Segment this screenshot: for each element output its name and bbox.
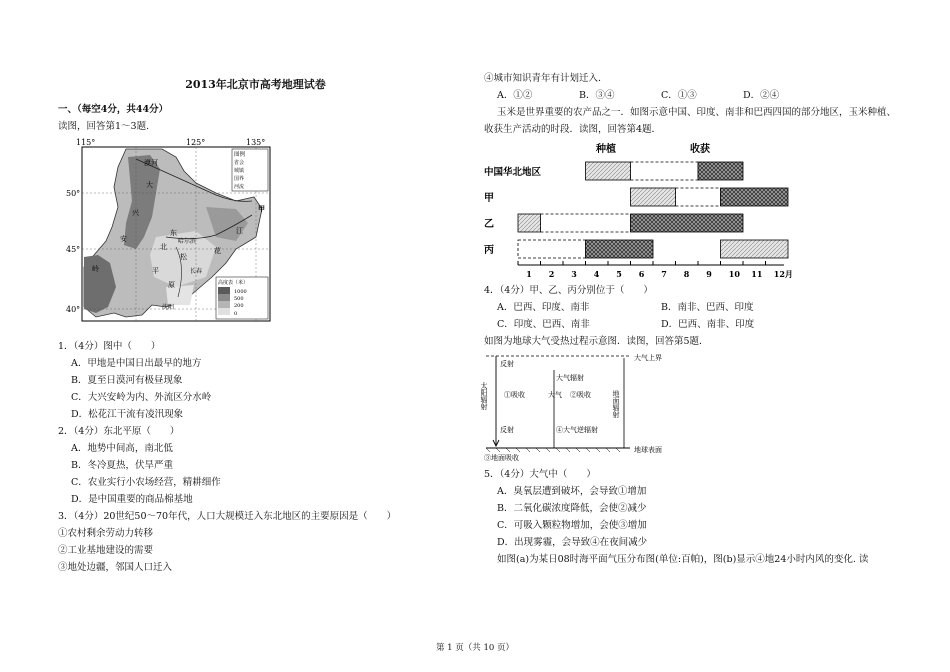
gantt-harvest-bar — [631, 214, 744, 232]
q1-option: A．甲地是中国日出最早的地方 — [71, 358, 202, 369]
gantt-month-label: 8 — [683, 269, 690, 279]
q2-option: C．农业实行小农场经营，精耕细作 — [71, 477, 221, 488]
q2-stem: 2．（4分）东北平原（ ） — [58, 426, 180, 437]
q4-option: D．巴西、南非、印度 — [661, 319, 755, 330]
q3-item: ④城市知识青年有计划迁入. — [484, 73, 602, 84]
gantt-month-label: 6 — [638, 269, 645, 279]
legend-harvest: 收获 — [690, 144, 710, 155]
legend-title: 图例 — [234, 152, 246, 158]
place-char: 大 — [146, 181, 153, 189]
q1-option: B．夏至日漠河有极昼现象 — [71, 375, 183, 386]
corn-intro: 玉米是世界重要的农产品之一．如图示意中国、印度、南非和巴西四国的部分地区，玉米种植、收获生产活动的时段．读图，回答第4题． — [484, 107, 897, 135]
lon-label: 125° — [186, 138, 206, 147]
place-harbin: 哈尔滨 — [178, 238, 197, 245]
q3-option: C．①③ — [661, 90, 697, 101]
elev-title: 高度表（米） — [218, 280, 249, 286]
back-radiation: ④大气逆辐射 — [556, 426, 598, 434]
gantt-row-label: 丙 — [484, 245, 494, 256]
gantt-month-label: 9 — [706, 269, 712, 279]
gantt-svg — [484, 140, 794, 280]
ground-absorb: ③地面吸收 — [484, 454, 519, 462]
doc-title: 2013年北京市高考地理试卷 — [185, 78, 326, 91]
q3-option: D．②④ — [743, 90, 780, 101]
gantt-growing-bar — [676, 188, 721, 206]
gantt-row-label: 中国华北地区 — [484, 167, 542, 178]
place-char: 岭 — [92, 265, 99, 273]
gantt-harvest-bar — [698, 162, 743, 180]
place-char: 花 — [214, 247, 221, 255]
elev-level: 200 — [234, 303, 244, 309]
q2-option: A．地势中间高，南北低 — [71, 443, 173, 454]
place-char: 原 — [168, 281, 175, 289]
gantt-sow-bar — [631, 188, 676, 206]
atm-radiation: 大气辐射 — [556, 374, 584, 382]
map-svg — [66, 137, 276, 332]
ground-rad-label: 地面辐射 — [612, 390, 620, 418]
intro-1-3: 读图，回答第1～3题. — [58, 121, 150, 132]
top-label: 大气上界 — [634, 354, 662, 362]
gantt-month-label: 12月 — [773, 269, 793, 279]
absorb-2: ②吸收 — [570, 391, 591, 399]
q4-option: A．巴西、印度、南非 — [497, 302, 590, 313]
section-heading: 一、（每空4分，共44分） — [58, 104, 169, 115]
q3-option: A．①② — [497, 90, 533, 101]
place-char: 东 — [170, 229, 177, 237]
gantt-month-label: 5 — [616, 269, 622, 279]
gantt-month-label: 1 — [526, 269, 532, 279]
q3-item: ③地处边疆，邻国人口迁入 — [58, 562, 173, 573]
lat-label: 40° — [66, 305, 81, 314]
q3-stem: 3．（4分）20世纪50～70年代，人口大规模迁入东北地区的主要原因是（ ） — [58, 511, 397, 522]
q5-option: A．臭氧层遭到破坏，会导致①增加 — [497, 486, 647, 497]
q5-option: B．二氧化碳浓度降低，会使②减少 — [497, 503, 647, 514]
place-char: 北 — [160, 243, 167, 251]
reflect-label-1: 反射 — [500, 360, 514, 368]
legend-item: 省会 — [234, 160, 245, 166]
heating-svg — [480, 352, 714, 462]
q2-option: B．冬冷夏热，伏旱严重 — [71, 460, 173, 471]
q4-stem: 4．（4分）甲、乙、丙分别位于（ ） — [484, 285, 653, 296]
q4-option: B．南非、巴西、印度 — [661, 302, 754, 313]
elev-level: 1000 — [234, 289, 247, 295]
gantt-month-label: 4 — [593, 269, 600, 279]
lat-label: 45° — [66, 245, 81, 254]
legend-item: 国界 — [234, 176, 245, 182]
q4-options-row1 — [484, 299, 899, 316]
gantt-row-label: 甲 — [484, 193, 494, 204]
gantt-month-label: 10 — [728, 269, 740, 279]
place-jia: 甲 — [258, 204, 265, 213]
gantt-sow-bar — [518, 214, 541, 232]
gantt-month-label: 7 — [661, 269, 667, 279]
left-column — [58, 76, 453, 576]
q3-item: ②工业基地建设的需要 — [58, 545, 154, 556]
lon-label: 135° — [246, 138, 266, 147]
bottom-label: 地球表面 — [634, 446, 662, 454]
gantt-harvest-bar — [586, 240, 654, 258]
gantt-growing-bar — [541, 214, 631, 232]
heating-diagram — [480, 352, 714, 462]
gantt-month-label: 3 — [571, 269, 577, 279]
page-footer: 第 1 页（共 10 页） — [435, 643, 515, 653]
gantt-growing-bar — [631, 162, 699, 180]
q1-stem: 1．（4分）图中（ ） — [58, 341, 161, 352]
solar-label: 太阳辐射 — [480, 382, 488, 410]
q3-option: B．③④ — [579, 90, 615, 101]
legend-item: 河流 — [234, 184, 245, 190]
q5-stem: 5．（4分）大气中（ ） — [484, 469, 596, 480]
elev-level: 500 — [234, 296, 244, 302]
place-char: 江 — [236, 227, 243, 235]
q5-option: D．出现雾霾，会导致④在夜间减少 — [497, 537, 648, 548]
next-intro: 如图(a)为某日08时海平面气压分布图(单位:百帕)，图(b)显示④地24小时内风的变化. 读 — [497, 554, 869, 565]
q3-options — [484, 87, 899, 104]
q4-option: C．印度、巴西、南非 — [497, 319, 590, 330]
gantt-month-label: 11 — [751, 269, 763, 279]
lon-label: 115° — [76, 138, 96, 147]
right-column — [480, 70, 899, 568]
q1-option: C．大兴安岭为内、外流区分水岭 — [71, 392, 212, 403]
q3-item: ①农村剩余劳动力转移 — [58, 528, 154, 539]
place-char: 兴 — [132, 209, 139, 217]
q2-option: D．是中国重要的商品棉基地 — [71, 494, 193, 505]
place-shenyang: 沈阳 — [162, 304, 175, 311]
gantt-growing-bar — [518, 240, 586, 258]
heat-intro: 如图为地球大气受热过程示意图．读图，回答第5题． — [484, 336, 709, 347]
legend-item: 城镇 — [234, 168, 245, 174]
elev-level: 0 — [234, 311, 238, 317]
reflect-label-2: 反射 — [500, 426, 514, 434]
place-changchun: 长春 — [190, 268, 203, 275]
place-char: 安 — [120, 235, 127, 243]
q5-option: C．可吸入颗粒物增加，会使③增加 — [497, 520, 647, 531]
gantt-harvest-bar — [721, 188, 789, 206]
q1-option: D．松花江干流有凌汛现象 — [71, 409, 184, 420]
q4-options-row2 — [484, 316, 899, 333]
corn-gantt-chart — [484, 140, 794, 280]
legend-sow: 种植 — [596, 144, 616, 155]
gantt-row-label: 乙 — [484, 219, 494, 230]
gantt-sow-bar — [586, 162, 631, 180]
place-mohe: 漠河 — [144, 159, 158, 167]
gantt-month-label: 2 — [548, 269, 555, 279]
place-char: 松 — [180, 253, 187, 261]
absorb-1: ①吸收 — [504, 391, 525, 399]
gantt-sow-bar — [721, 240, 789, 258]
atm-label: 大气 — [548, 391, 562, 399]
place-char: 平 — [152, 267, 159, 275]
lat-label: 50° — [66, 189, 81, 198]
northeast-map — [66, 137, 276, 332]
